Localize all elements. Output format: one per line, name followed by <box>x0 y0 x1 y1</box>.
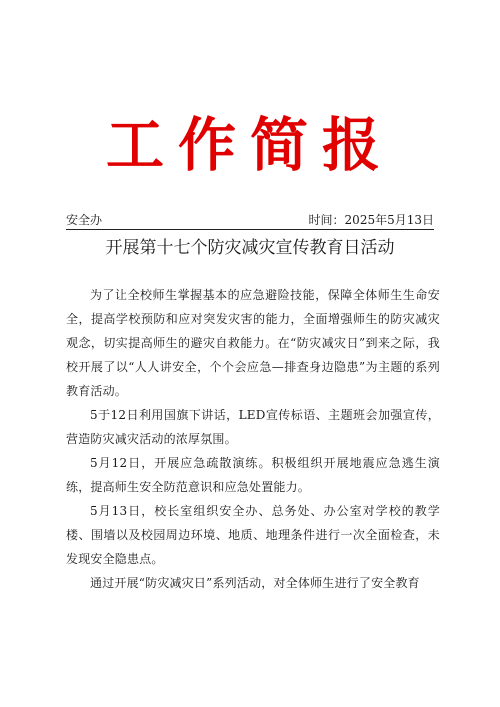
meta-row <box>66 212 434 228</box>
department-label: 安全办 <box>66 213 103 227</box>
document-body <box>66 283 440 595</box>
masthead-title: 工作简报 <box>105 111 394 179</box>
paragraph-drill: 5月12日，开展应急疏散演练。积极组织开展地震应急逃生演练，提高师生安全防范意识和应急处置能力。 <box>66 456 440 494</box>
paragraph-summary: 通过开展“防灾减灾日”系列活动，对全体师生进行了安全教育 <box>90 576 420 590</box>
date-label: 时间：2025年5月13日 <box>308 213 434 227</box>
paragraph-inspection: 5月13日，校长室组织安全办、总务处、办公室对学校的教学楼、围墙以及校园周边环境、地质、地理条件进行一次全面检查，未发现安全隐患点。 <box>66 504 440 566</box>
paragraph-intro: 为了让全校师生掌握基本的应急避险技能，保障全体师生生命安全，提高学校预防和应对突发灾害的能力，全面增强师生的防灾减灾观念，切实提高师生的避灾自救能力。在“防灾减灾日”到来之际，我校开展了以“人人讲安全，个个会应急—排查身边隐患”为主题的系列教育活动。 <box>66 288 440 398</box>
paragraph-publicity: 5于12日利用国旗下讲话，LED宣传标语、主题班会加强宣传，营造防灾减灾活动的浓厚氛围。 <box>66 408 440 446</box>
divider-line <box>66 229 434 230</box>
document-title: 开展第十七个防灾减灾宣传教育日活动 <box>105 238 395 258</box>
